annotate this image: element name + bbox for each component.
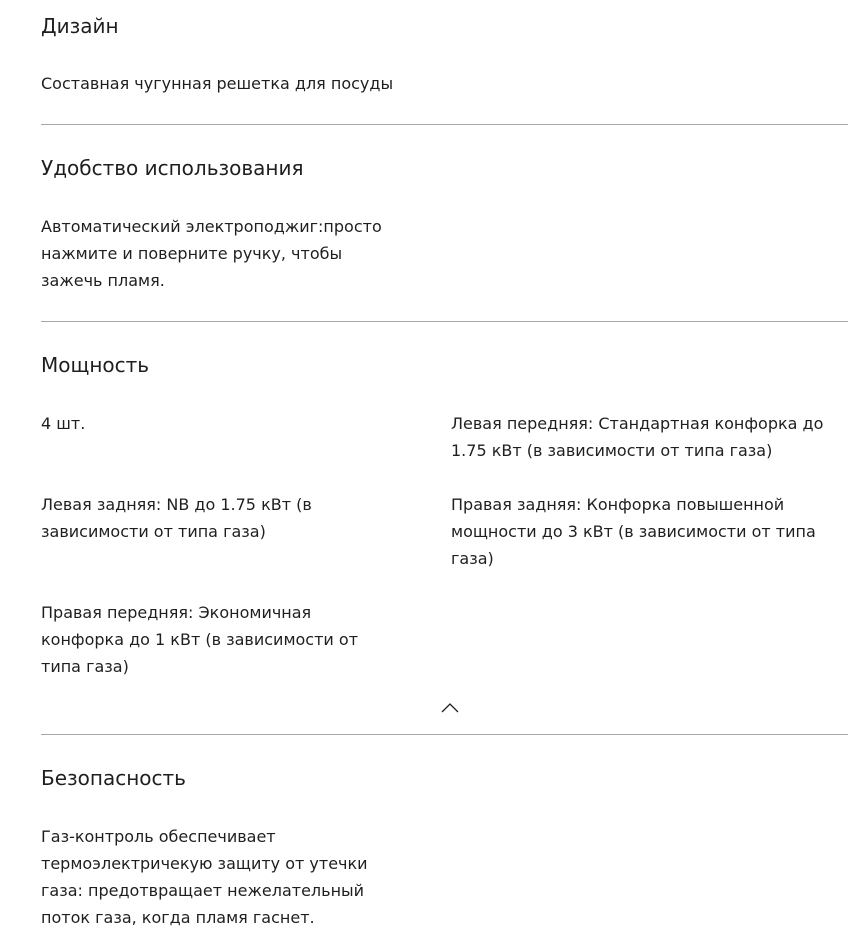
power-line: зависимости от типа газа) — [41, 522, 266, 541]
safety-line: газа: предотвращает нежелательный — [41, 881, 365, 900]
power-line: 4 шт. — [41, 414, 86, 433]
power-item-count — [41, 410, 85, 437]
power-line: 1.75 кВт (в зависимости от типа газа) — [451, 441, 773, 460]
divider — [41, 124, 848, 125]
usability-line: зажечь пламя. — [41, 271, 165, 290]
power-line: Левая передняя: Стандартная конфорка до — [451, 414, 824, 433]
divider — [41, 321, 848, 322]
power-line: конфорка до 1 кВт (в зависимости от — [41, 630, 359, 649]
power-title: Мощность — [41, 353, 150, 377]
safety-title: Безопасность — [41, 766, 186, 790]
safety-line: Газ-контроль обеспечивает — [41, 827, 276, 846]
safety-line: поток газа, когда пламя гаснет. — [41, 908, 315, 927]
chevron-up-icon — [438, 697, 462, 717]
design-text: Составная чугунная решетка для посуды — [41, 74, 394, 93]
safety-text — [41, 823, 368, 931]
power-item-right-front — [41, 599, 358, 680]
power-line: газа) — [451, 549, 494, 568]
power-line: мощности до 3 кВт (в зависимости от типа — [451, 522, 816, 541]
usability-text — [41, 213, 382, 294]
power-item-right-rear — [451, 491, 816, 572]
collapse-button[interactable] — [438, 697, 462, 717]
power-line: типа газа) — [41, 657, 129, 676]
design-title: Дизайн — [41, 14, 119, 38]
power-item-left-front — [451, 410, 823, 464]
safety-line: термоэлектричекую защиту от утечки — [41, 854, 368, 873]
usability-line: нажмите и поверните ручку, чтобы — [41, 244, 343, 263]
power-item-left-rear — [41, 491, 312, 545]
usability-line: Автоматический электроподжиг:просто — [41, 217, 382, 236]
usability-title: Удобство использования — [41, 156, 304, 180]
power-line: Правая задняя: Конфорка повышенной — [451, 495, 785, 514]
power-line: Левая задняя: NB до 1.75 кВт (в — [41, 495, 312, 514]
power-line: Правая передняя: Экономичная — [41, 603, 312, 622]
divider — [41, 734, 848, 735]
